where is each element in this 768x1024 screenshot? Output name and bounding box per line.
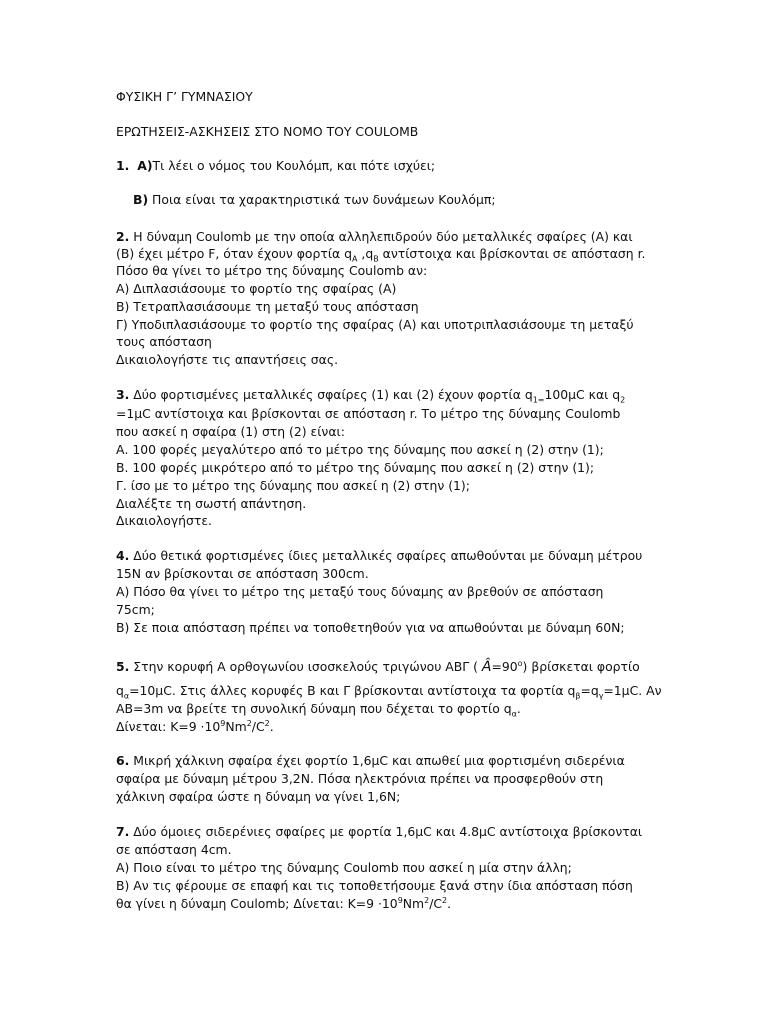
question-3-line-8: Δικαιολογήστε.: [116, 513, 212, 528]
question-number: 1.: [116, 158, 130, 173]
document-title: ΦΥΣΙΚΗ Γ’ ΓΥΜΝΑΣΙΟΥ: [116, 89, 253, 104]
question-6-line-2: σφαίρα με δύναμη μέτρου 3,2Ν. Πόσα ηλεκτρόνια πρέπει να προσφερθούν στη: [116, 771, 604, 786]
question-3-line-3: που ασκεί η σφαίρα (1) στη (2) είναι:: [116, 424, 345, 439]
question-7-line-5: θα γίνει η δύναμη Coulomb; Δίνεται: $K=9 \cdot 10^9Nm^2/C^2$.: [116, 895, 452, 911]
question-number: 4.: [116, 548, 130, 563]
question-7-line-4: Β) Αν τις φέρουμε σε επαφή και τις τοποθετήσουμε ξανά στην ίδια απόσταση πόση: [116, 878, 633, 893]
document-subtitle: ΕΡΩΤΗΣΕΙΣ-ΑΣΚΗΣΕΙΣ ΣΤΟ ΝΟΜΟ ΤΟΥ COULOMB: [116, 124, 419, 139]
question-4-line-1: 4. Δύο θετικά φορτισμένες ίδιες μεταλλικές σφαίρες απωθούνται με δύναμη μέτρου: [116, 548, 643, 563]
question-7-line-2: σε απόσταση 4cm.: [116, 842, 232, 857]
question-2-line-2: (Β) έχει μέτρο F, όταν έχουν φορτία $q_A$ $,q_B$ αντίστοιχα και βρίσκονται σε απόσταση r.: [116, 246, 646, 264]
question-3-line-7: Διαλέξτε τη σωστή απάντηση.: [116, 496, 307, 511]
part-label: Β): [133, 192, 149, 207]
question-4-line-5: Β) Σε ποια απόσταση πρέπει να τοποθετηθούν για να απωθούνται με δύναμη 60Ν;: [116, 620, 625, 635]
question-2-line-4: Α) Διπλασιάσουμε το φορτίο της σφαίρας (Α): [116, 281, 397, 296]
question-5-line-1: 5. Στην κορυφή Α ορθογωνίου ισοσκελούς τριγώνου ΑΒΓ ( $Â=90^o$) βρίσκεται φορτίο: [116, 658, 640, 675]
question-number: 2.: [116, 229, 130, 244]
question-2-line-3: Πόσο θα γίνει το μέτρο της δύναμης Coulomb αν:: [116, 263, 428, 278]
question-7-line-3: Α) Ποιο είναι το μέτρο της δύναμης Coulomb που ασκεί η μία στην άλλη;: [116, 860, 572, 875]
question-6-line-3: χάλκινη σφαίρα ώστε η δύναμη να γίνει 1,6Ν;: [116, 789, 401, 804]
question-4-line-2: 15Ν αν βρίσκονται σε απόσταση 300cm.: [116, 566, 369, 581]
question-3-line-1: 3. Δύο φορτισμένες μεταλλικές σφαίρες (1) και (2) έχουν φορτία $q_{1=}100\mu C$ και $q_2$: [116, 387, 626, 405]
question-4-line-3: Α) Πόσο θα γίνει το μέτρο της μεταξύ τους δύναμης αν βρεθούν σε απόσταση: [116, 584, 604, 599]
question-2-line-5: Β) Τετραπλασιάσουμε τη μεταξύ τους απόσταση: [116, 299, 419, 314]
question-5-given: Δίνεται: $K=9 \cdot 10^9Nm^2/C^2$.: [116, 718, 274, 734]
question-1-part-a: [116, 158, 435, 174]
question-number: 6.: [116, 753, 130, 768]
question-3-option-c: Γ. ίσο με το μέτρο της δύναμης που ασκεί η (2) στην (1);: [116, 478, 470, 493]
question-6-line-1: 6. Μικρή χάλκινη σφαίρα έχει φορτίο 1,6μC και απωθεί μια φορτισμένη σιδερένια: [116, 753, 625, 768]
question-2-line-8: Δικαιολογήστε τις απαντήσεις σας.: [116, 352, 339, 367]
question-number: 5.: [116, 659, 130, 674]
part-label: Α): [137, 158, 153, 173]
question-7-line-1: 7. Δύο όμοιες σιδερένιες σφαίρες με φορτία 1,6μC και 4.8μC αντίστοιχα βρίσκονται: [116, 824, 643, 839]
question-2-line-7: τους απόσταση: [116, 334, 212, 349]
question-5-line-3: ΑΒ=3m να βρείτε τη συνολική δύναμη που δέχεται το φορτίο $q_\alpha$.: [116, 701, 521, 719]
question-text: Ποια είναι τα χαρακτηριστικά των δυνάμεων Κουλόμπ;: [148, 192, 496, 207]
question-5-line-2: $q_\alpha=10\mu C$. Στις άλλες κορυφές Β και Γ βρίσκονται αντίστοιχα τα φορτία $q_\beta=q_\gamma=1\mu C$. Αν: [116, 683, 662, 701]
question-number: 3.: [116, 387, 130, 402]
question-3-line-2: =1μC αντίστοιχα και βρίσκονται σε απόσταση r. Το μέτρο της δύναμης Coulomb: [116, 406, 621, 421]
angle-a-symbol: Â: [481, 659, 492, 675]
question-2-line-1: 2. Η δύναμη Coulomb με την οποία αλληλεπιδρούν δύο μεταλλικές σφαίρες (Α) και: [116, 229, 633, 244]
question-3-option-a: Α. 100 φορές μεγαλύτερο από το μέτρο της δύναμης που ασκεί η (2) στην (1);: [116, 442, 604, 457]
question-2-line-6: Γ) Υποδιπλασιάσουμε το φορτίο της σφαίρας (Α) και υποτριπλασιάσουμε τη μεταξύ: [116, 317, 634, 332]
question-text: Τι λέει ο νόμος του Κουλόμπ, και πότε ισχύει;: [152, 158, 436, 173]
question-3-option-b: Β. 100 φορές μικρότερο από το μέτρο της δύναμης που ασκεί η (2) στην (1);: [116, 460, 595, 475]
question-number: 7.: [116, 824, 130, 839]
question-4-line-4: 75cm;: [116, 602, 155, 617]
question-1-part-b: [133, 192, 496, 208]
